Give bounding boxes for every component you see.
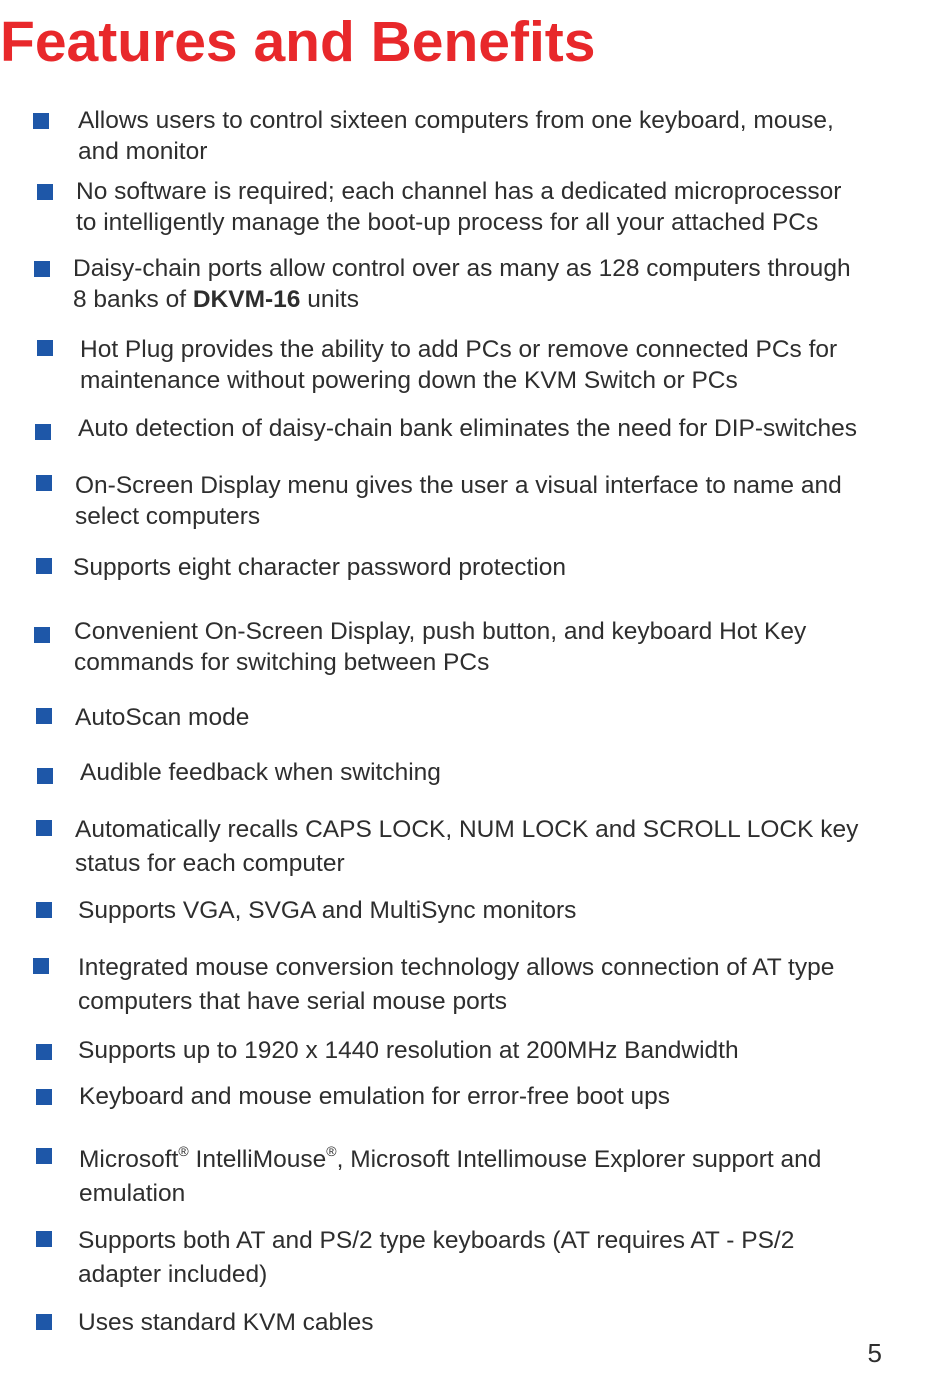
feature-item: Supports both AT and PS/2 type keyboards (AT requires AT - PS/2 adapter included) (78, 1227, 795, 1288)
feature-item: Allows users to control sixteen computers from one keyboard, mouse, and monitor (78, 107, 834, 165)
bullet-square-icon (37, 184, 53, 200)
feature-item: Daisy-chain ports allow control over as many as 128 computers through 8 banks of DKVM-16 units (73, 255, 851, 313)
bullet-square-icon (36, 475, 52, 491)
bullet-square-icon (37, 340, 53, 356)
bullet-square-icon (36, 902, 52, 918)
bullet-square-icon (36, 1148, 52, 1164)
bullet-square-icon (36, 558, 52, 574)
bullet-square-icon (33, 958, 49, 974)
bullet-square-icon (36, 1044, 52, 1060)
bullet-square-icon (34, 261, 50, 277)
bullet-square-icon (36, 1089, 52, 1105)
feature-item: AutoScan mode (75, 704, 250, 731)
feature-item: Audible feedback when switching (80, 759, 441, 786)
feature-item: Hot Plug provides the ability to add PCs or remove connected PCs for maintenance without powering down the KVM Switch or PCs (80, 336, 838, 394)
feature-item: Convenient On-Screen Display, push button, and keyboard Hot Key commands for switching between PCs (74, 618, 807, 676)
bullet-square-icon (36, 1314, 52, 1330)
feature-item: Microsoft® IntelliMouse®, Microsoft Intellimouse Explorer support and emulation (79, 1142, 822, 1207)
feature-item: No software is required; each channel has a dedicated microprocessor to intelligently manage the boot-up process for all your attached PCs (76, 178, 842, 236)
bullet-square-icon (35, 424, 51, 440)
page-title: Features and Benefits (0, 10, 596, 74)
feature-item: Supports eight character password protection (73, 554, 566, 581)
bullet-square-icon (36, 1231, 52, 1247)
page-number: 5 (867, 1338, 882, 1368)
feature-item: Automatically recalls CAPS LOCK, NUM LOCK and SCROLL LOCK key status for each computer (75, 816, 859, 877)
bullet-square-icon (34, 627, 50, 643)
feature-item: Auto detection of daisy-chain bank eliminates the need for DIP-switches (78, 415, 857, 442)
bullet-square-icon (33, 113, 49, 129)
feature-item: Integrated mouse conversion technology allows connection of AT type computers that have serial mouse ports (78, 954, 835, 1015)
feature-item: Keyboard and mouse emulation for error-free boot ups (79, 1083, 671, 1110)
feature-item: On-Screen Display menu gives the user a visual interface to name and select computers (75, 472, 842, 530)
bullet-square-icon (36, 708, 52, 724)
feature-item: Supports up to 1920 x 1440 resolution at 200MHz Bandwidth (78, 1037, 739, 1064)
bullet-square-icon (36, 820, 52, 836)
bullet-square-icon (37, 768, 53, 784)
feature-item: Uses standard KVM cables (78, 1309, 374, 1336)
feature-item: Supports VGA, SVGA and MultiSync monitors (78, 897, 577, 924)
